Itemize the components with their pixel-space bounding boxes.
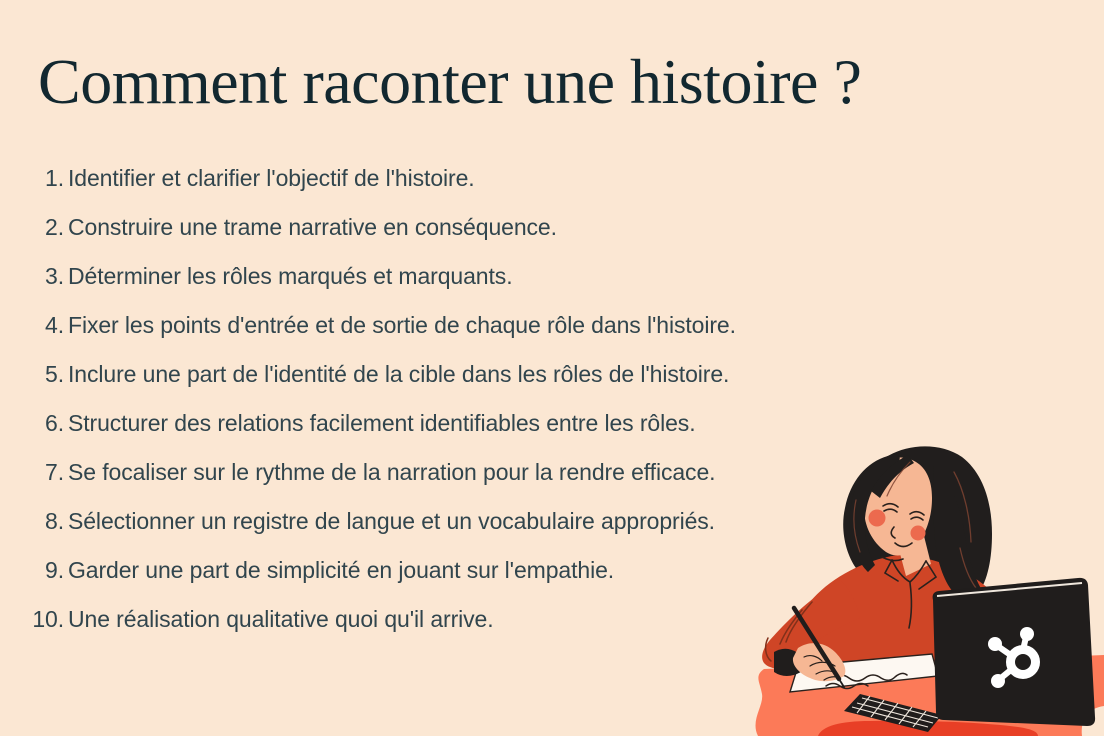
woman-writing-illustration: [740, 430, 1104, 736]
list-item-number: 5.: [45, 361, 64, 387]
list-item-number: 6.: [45, 410, 64, 436]
list-item-number: 3.: [45, 263, 64, 289]
list-item-text: Sélectionner un registre de langue et un vocabulaire appropriés.: [68, 508, 715, 534]
list-item-text: Inclure une part de l'identité de la cible dans les rôles de l'histoire.: [68, 361, 730, 387]
list-item: [0, 252, 880, 301]
list-item-number: 2.: [45, 214, 64, 240]
list-item-text: Identifier et clarifier l'objectif de l'histoire.: [68, 165, 475, 191]
list-item: [0, 350, 880, 399]
right-cheek-blush: [911, 526, 926, 541]
list-item: [0, 154, 880, 203]
list-item-text: Déterminer les rôles marqués et marquants.: [68, 263, 513, 289]
page-title: Comment raconter une histoire ?: [38, 46, 862, 117]
left-cheek-blush: [869, 510, 886, 527]
list-item-number: 9.: [45, 557, 64, 583]
list-item-number: 8.: [45, 508, 64, 534]
list-item-text: Une réalisation qualitative quoi qu'il arrive.: [68, 606, 494, 632]
list-item-number: 7.: [45, 459, 64, 485]
list-item-text: Structurer des relations facilement identifiables entre les rôles.: [68, 410, 696, 436]
list-item-text: Fixer les points d'entrée et de sortie de chaque rôle dans l'histoire.: [68, 312, 736, 338]
list-item-text: Garder une part de simplicité en jouant sur l'empathie.: [68, 557, 615, 583]
list-item-number: 4.: [45, 312, 64, 338]
list-item-number: 10.: [32, 606, 64, 632]
list-item-number: 1.: [45, 165, 64, 191]
list-item: [0, 301, 880, 350]
list-item: [0, 203, 880, 252]
list-item-text: Se focaliser sur le rythme de la narration pour la rendre efficace.: [68, 459, 716, 485]
list-item-text: Construire une trame narrative en conséquence.: [68, 214, 557, 240]
